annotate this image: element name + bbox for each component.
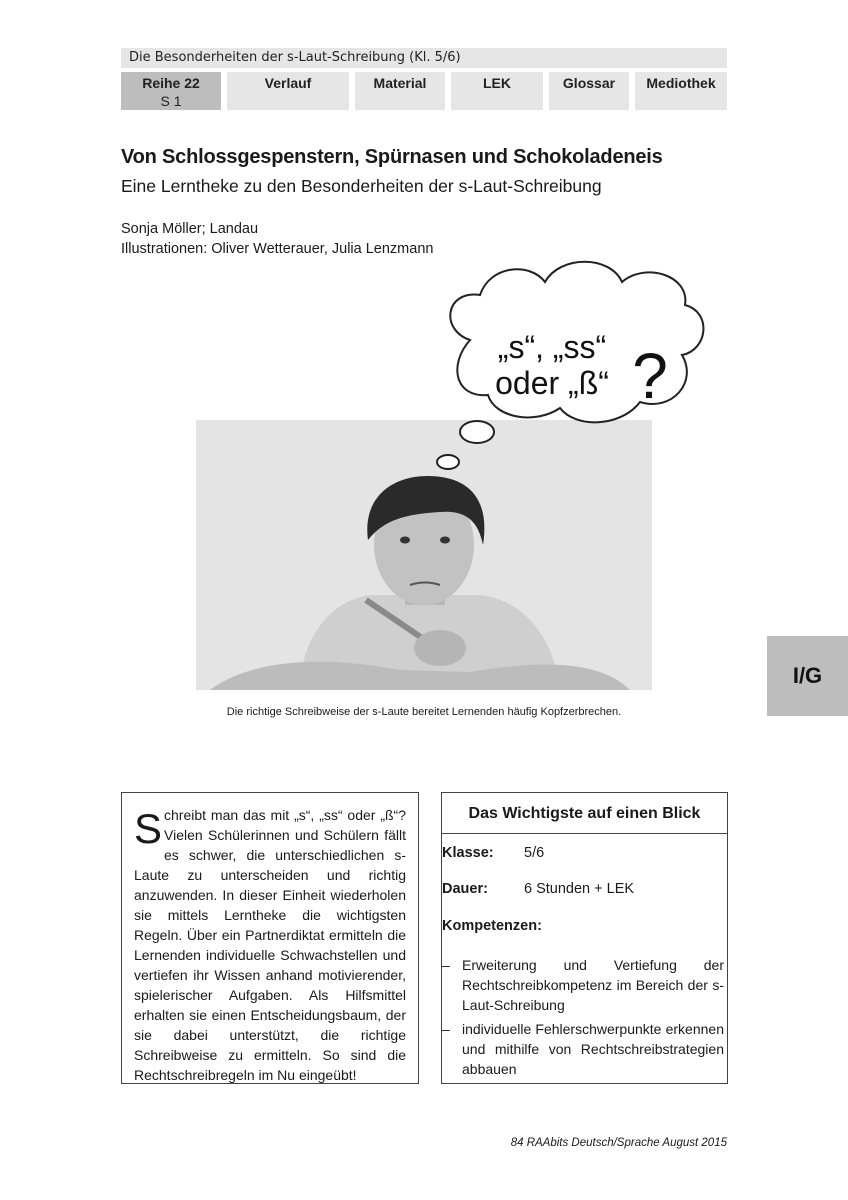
- intro-text: chreibt man das mit „s“, „ss“ oder „ß“? Vielen Schülerinnen und Schülern fällt es schwer, die unterschiedlichen s-Laute zu unterscheiden und richtig anzuwenden. In dieser Einheit wiederholen sie mittels Lerntheke die wichtigsten Regeln. Über ein Partnerdiktat ermitteln die Lernenden individuelle Schwachstellen und vertiefen ihr Wissen anhand motivierender, spielerischer Aufgaben. Als Hilfsmittel erhalten sie einen Entscheidungsbaum, der sie dabei unterstützt, die richtige Schreibweise zu ermitteln. So sind die Rechtschreibregeln im Nu eingeübt!: [134, 807, 406, 1083]
- page-subtitle: Eine Lerntheke zu den Besonderheiten der s-Laut-Schreibung: [121, 176, 602, 196]
- summary-divider: [442, 833, 727, 834]
- dauer-value: 6 Stunden + LEK: [524, 881, 635, 897]
- klasse-label: Klasse:: [442, 845, 494, 861]
- summary-box: [441, 792, 728, 1084]
- page-title: Von Schlossgespenstern, Spürnasen und Schokoladeneis: [121, 146, 663, 168]
- nav-verlauf[interactable]: Verlauf: [227, 72, 349, 110]
- image-caption: Die richtige Schreibweise der s-Laute bereitet Lernenden häufig Kopfzerbrechen.: [226, 706, 622, 718]
- nav-reihe-page: S 1: [160, 93, 182, 109]
- drop-cap: S: [134, 805, 163, 852]
- bubble-text-line1: „s“, „ss“: [497, 329, 607, 365]
- author-name: Sonja Möller; Landau: [121, 221, 259, 237]
- competency-text: individuelle Fehlerschwerpunkte erkennen und mithilfe von Rechtschreibstrategien abbauen: [462, 1021, 724, 1077]
- list-dash: –: [442, 1021, 450, 1037]
- nav-glossar[interactable]: Glossar: [549, 72, 629, 110]
- kompetenzen-label: Kompetenzen:: [442, 918, 542, 934]
- side-tab: I/G: [767, 636, 848, 716]
- boy-figure: [210, 476, 630, 690]
- bubble-question-mark: ?: [632, 340, 668, 412]
- illustrators: Illustrationen: Oliver Wetterauer, Julia Lenzmann: [121, 241, 434, 257]
- intro-box: [121, 792, 419, 1084]
- list-dash: –: [442, 957, 450, 973]
- series-title: Die Besonderheiten der s-Laut-Schreibung (Kl. 5/6): [121, 48, 727, 68]
- competency-item: [442, 1019, 724, 1079]
- summary-heading: Das Wichtigste auf einen Blick: [468, 805, 701, 822]
- page-footer: 84 RAAbits Deutsch/Sprache August 2015: [510, 1137, 727, 1149]
- competency-text: Erweiterung und Vertiefung der Rechtschreibkompetenz im Bereich der s-Laut-Schreibung: [462, 957, 724, 1013]
- nav-material[interactable]: Material: [355, 72, 445, 110]
- nav-lek[interactable]: LEK: [451, 72, 543, 110]
- dauer-label: Dauer:: [442, 881, 488, 897]
- bubble-text-line2: oder „ß“: [495, 365, 609, 401]
- nav-mediothek[interactable]: Mediothek: [635, 72, 727, 110]
- nav-reihe-label: Reihe 22: [142, 75, 200, 91]
- competency-item: [442, 955, 724, 1015]
- klasse-value: 5/6: [524, 845, 545, 861]
